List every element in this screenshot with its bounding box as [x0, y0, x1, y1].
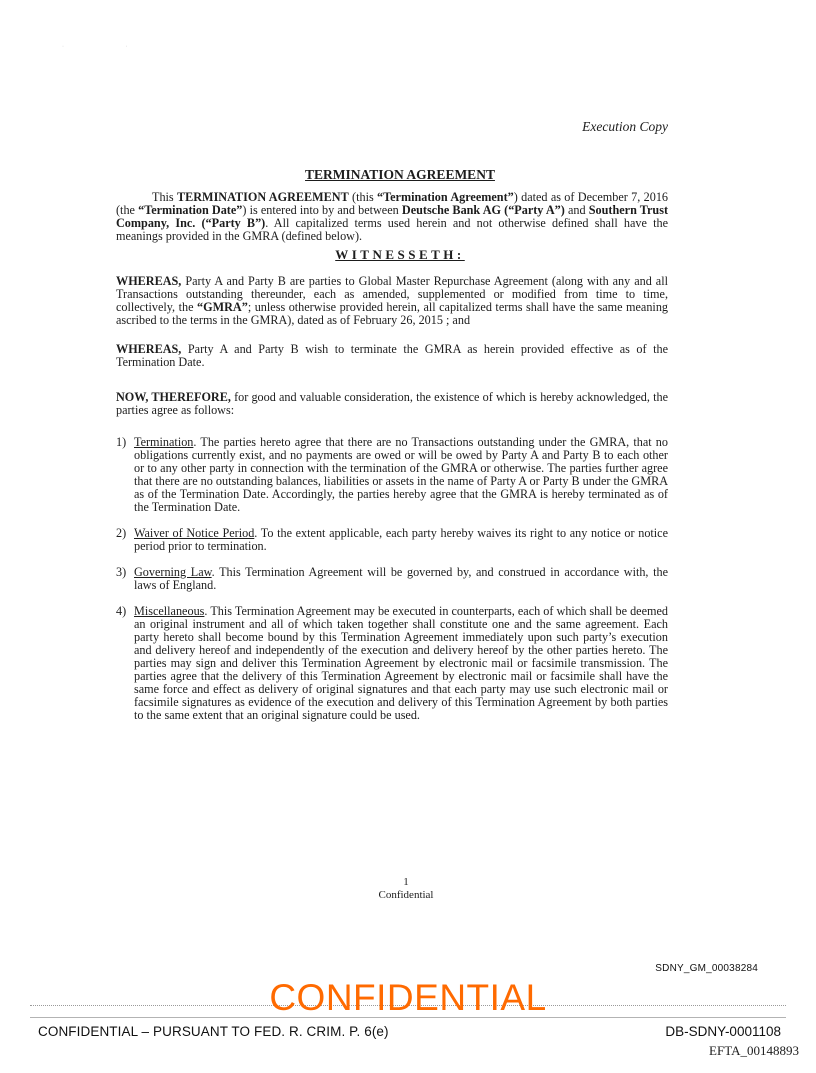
clause-miscellaneous: 4) Miscellaneous. This Termination Agreement may be executed in counterparts, each of which shall be deemed an original instrument and all of which taken together shall constitute one and the same agreement. Each party hereto shall become bound by this Termination Agreement immediately upon such party’s execution and delivery hereof and independently of the execution and delivery hereof by the other parties hereto. The parties may sign and deliver this Termination Agreement by electronic mail or facsimile transmission. The parties agree that the delivery of this Termination Agreement by electronic mail or facsimile shall have the same force and effect as delivery of original signatures and that each party may use such electronic mail or facsimile signatures as evidence of the execution and delivery of this Termination Agreement by both parties to the same extent that an original signature could be used. — [116, 604, 668, 722]
bates-db-sdny: DB-SDNY-0001108 — [665, 1024, 781, 1039]
confidential-stamp: CONFIDENTIAL — [269, 977, 547, 1018]
whereas-paragraph-1: WHEREAS, Party A and Party B are parties to Global Master Repurchase Agreement (along with any and all Transactions outstanding thereunder, each as amended, supplemented or modified from time to time, collectively, the “GMRA”; unless otherwise provided herein, all capitalized terms shall have the same meaning ascribed to the terms in the GMRA), dated as of February 26, 2015 ; and — [116, 274, 669, 327]
clause-heading: Miscellaneous — [134, 604, 205, 618]
page-footer — [0, 876, 812, 902]
confidential-footer-label: Confidential — [378, 889, 434, 901]
clause-heading: Governing Law — [134, 565, 212, 579]
footer-confidential-notice: CONFIDENTIAL – PURSUANT TO FED. R. CRIM. P. 6(e) — [38, 1024, 389, 1039]
whereas-paragraph-2: WHEREAS, Party A and Party B wish to terminate the GMRA as herein provided effective as of the Termination Date. — [116, 342, 668, 369]
clause-termination: 1) Termination. The parties hereto agree that there are no Transactions outstanding under the GMRA, that no obligations currently exist, and no payments are owed or will be owed by Party A and Party B to each other or to any other party in connection with the termination of the GMRA or otherwise. The parties further agree that there are no outstanding balances, liabilities or assets in the name of Party A or Party B under the GMRA as of the Termination Date. Accordingly, the parties hereby agree that the GMRA is hereby terminated as of the Termination Date. — [116, 435, 668, 514]
execution-copy-label: Execution Copy — [582, 119, 668, 134]
clause-governing-law: 3) Governing Law. This Termination Agreement will be governed by, and construed in accordance with, the laws of England. — [116, 565, 668, 592]
document-title: TERMINATION AGREEMENT — [305, 167, 495, 182]
page-number: 1 — [403, 876, 409, 888]
clause-heading: Termination — [134, 435, 194, 449]
now-therefore-paragraph: NOW, THEREFORE, for good and valuable consideration, the existence of which is hereby acknowledged, the parties agree as follows: — [116, 390, 668, 417]
clause-heading: Waiver of Notice Period — [134, 526, 255, 540]
clause-waiver-of-notice: 2) Waiver of Notice Period. To the extent applicable, each party hereby waives its right to any notice or notice period prior to termination. — [116, 526, 668, 553]
intro-paragraph: This TERMINATION AGREEMENT (this “Termination Agreement”) dated as of December 7, 2016 (the “Termination Date”) is entered into by and between Deutsche Bank AG (“Party A”) and Southern Trust Company, Inc. (“Party B”). All capitalized terms used herein and not otherwise defined shall have the meanings provided in the GMRA (defined below). — [116, 190, 669, 243]
bates-efta: EFTA_00148893 — [709, 1043, 799, 1058]
scan-artifact: · · — [62, 44, 158, 50]
witnesseth-heading: WITNESSETH: — [335, 247, 465, 262]
clause-list — [116, 436, 668, 735]
bates-sdny-gm: SDNY_GM_00038284 — [655, 963, 758, 974]
